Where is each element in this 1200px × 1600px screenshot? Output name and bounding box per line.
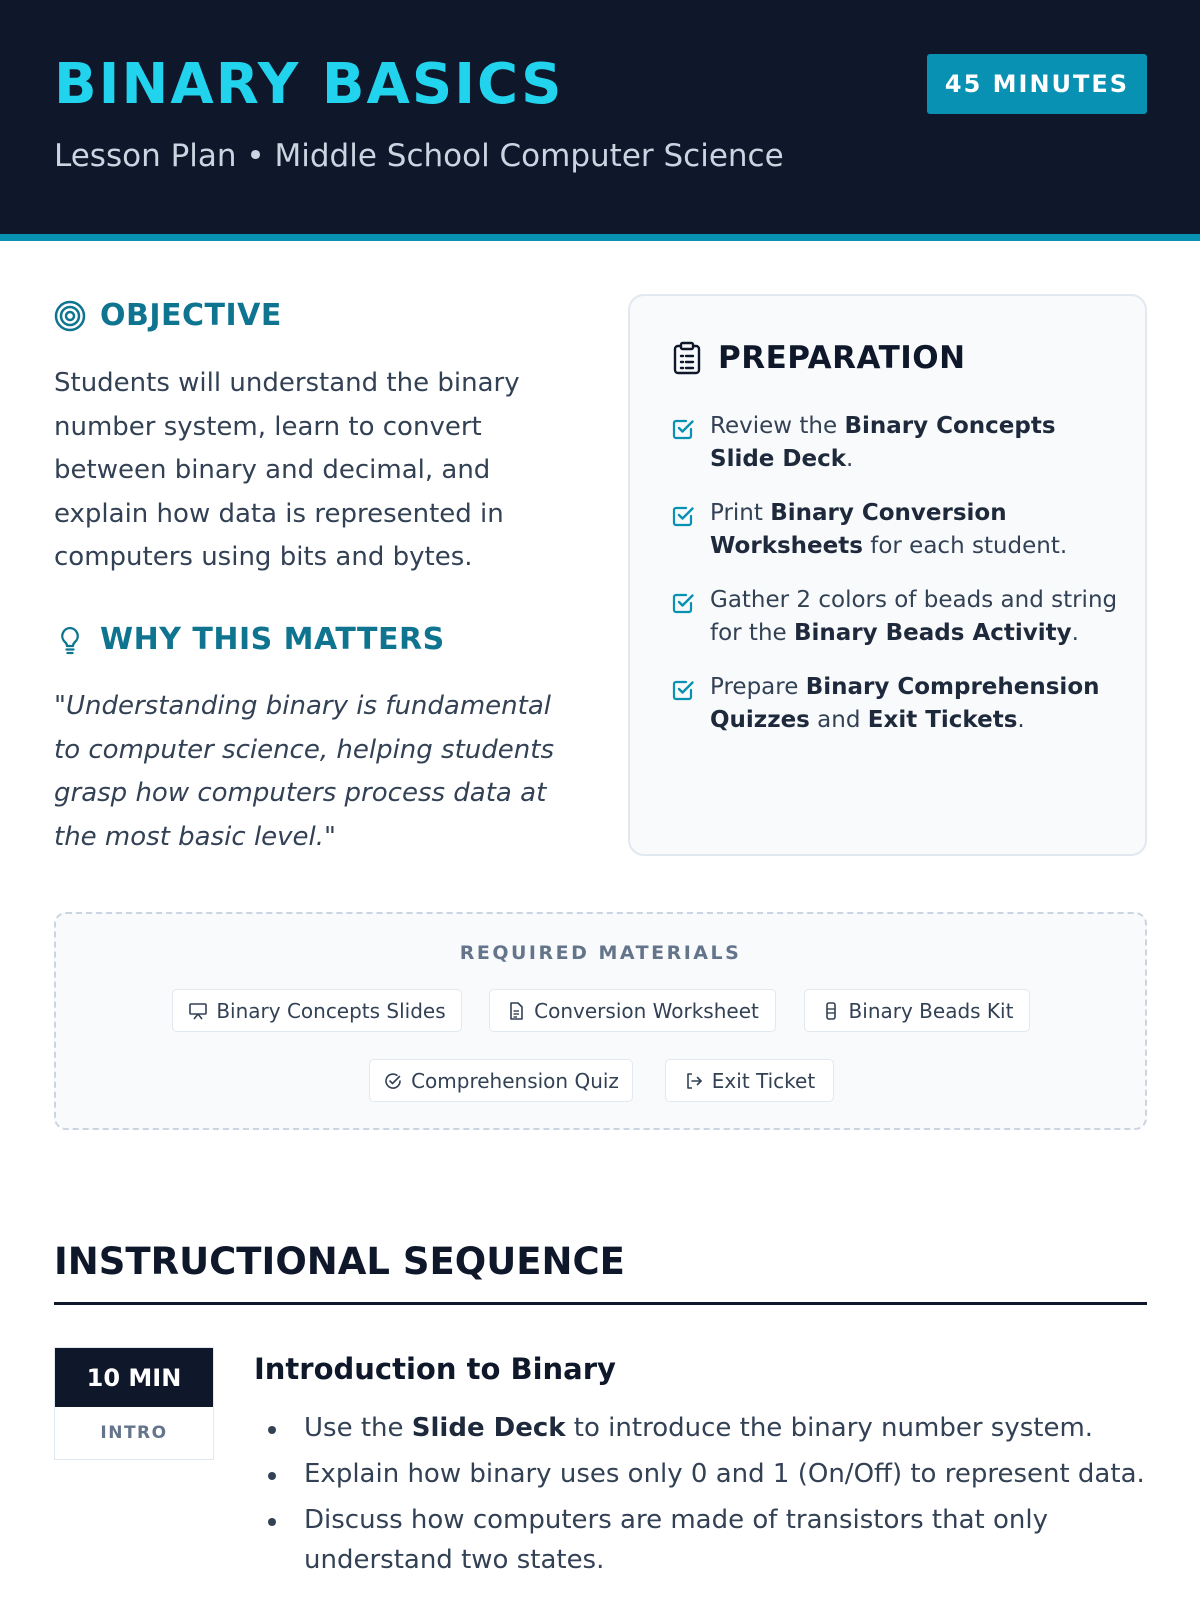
sequence-heading: INSTRUCTIONAL SEQUENCE (54, 1240, 625, 1283)
emphasis-text: Binary Concepts Slide Deck (710, 413, 1056, 472)
sequence-divider (54, 1302, 1147, 1305)
objective-heading-label: OBJECTIVE (100, 298, 282, 333)
preparation-item (670, 410, 1120, 476)
document-icon (506, 1001, 526, 1021)
preparation-card (628, 294, 1147, 856)
emphasis-text: Binary Conversion Worksheets (710, 500, 1007, 559)
material-chip-exit-ticket (665, 1059, 834, 1102)
preparation-item-text: Print Binary Conversion Worksheets for each student. (710, 500, 1068, 559)
page-title: BINARY BASICS (54, 52, 564, 117)
material-chip-label: Conversion Worksheet (534, 998, 759, 1023)
clipboard-icon (672, 341, 702, 375)
why-quote: "Understanding binary is fundamental to computer science, helping students grasp how computers process data at the most basic level." (54, 691, 554, 852)
material-chip-label: Comprehension Quiz (411, 1068, 619, 1093)
step-bullet: Discuss how computers are made of transistors that only understand two states. (268, 1500, 1148, 1580)
preparation-item (670, 584, 1120, 650)
material-chip-worksheet (489, 989, 776, 1032)
materials-heading: REQUIRED MATERIALS (459, 942, 742, 964)
step-bullet: Explain how binary uses only 0 and 1 (On/Off) to represent data. (268, 1454, 1148, 1494)
step-phase: INTRO (100, 1423, 168, 1443)
checkbox-checked-icon (670, 677, 696, 703)
check-circle-icon (383, 1071, 403, 1091)
step-title: Introduction to Binary (254, 1352, 616, 1386)
preparation-item (670, 497, 1120, 563)
why-heading-label: WHY THIS MATTERS (100, 622, 445, 657)
page-header (0, 0, 1200, 241)
preparation-item-text: Gather 2 colors of beads and string for the Binary Beads Activity. (710, 587, 1118, 646)
preparation-heading-label: PREPARATION (718, 340, 966, 376)
presentation-icon (188, 1001, 208, 1021)
emphasis-text: Binary Comprehension Quizzes (710, 674, 1100, 733)
preparation-item (670, 671, 1120, 737)
page-subtitle: Lesson Plan • Middle School Computer Science (54, 138, 784, 174)
exit-icon (684, 1071, 704, 1091)
material-chip-label: Binary Concepts Slides (216, 998, 446, 1023)
preparation-item-text: Review the Binary Concepts Slide Deck. (710, 413, 1056, 472)
step-bullet-list (268, 1408, 1148, 1586)
preparation-item-text: Prepare Binary Comprehension Quizzes and Exit Tickets. (710, 674, 1100, 733)
objective-text: Students will understand the binary number system, learn to convert between binary and decimal, and explain how data is represented in computers using bits and bytes. (54, 368, 520, 572)
duration-badge: 45 MINUTES (927, 54, 1147, 114)
material-chip-beads (804, 989, 1030, 1032)
step-time-box (54, 1347, 214, 1460)
checkbox-checked-icon (670, 503, 696, 529)
preparation-heading (672, 340, 966, 376)
material-chip-quiz (369, 1059, 633, 1102)
objective-heading (54, 298, 282, 333)
why-heading (54, 622, 445, 657)
material-chip-slides (172, 989, 462, 1032)
lightbulb-icon (54, 624, 86, 656)
target-icon (54, 300, 86, 332)
beaker-icon (821, 1001, 841, 1021)
checkbox-checked-icon (670, 416, 696, 442)
step-bullet: Use the Slide Deck to introduce the binary number system. (268, 1408, 1148, 1448)
required-materials (54, 912, 1147, 1130)
material-chip-label: Exit Ticket (711, 1068, 816, 1093)
emphasis-text: Binary Beads Activity (794, 620, 1072, 646)
material-chip-label: Binary Beads Kit (848, 998, 1014, 1023)
emphasis-text: Exit Tickets (867, 707, 1018, 733)
step-duration: 10 MIN (55, 1348, 213, 1407)
preparation-list (670, 410, 1120, 758)
emphasis-text: Slide Deck (411, 1413, 566, 1443)
checkbox-checked-icon (670, 590, 696, 616)
